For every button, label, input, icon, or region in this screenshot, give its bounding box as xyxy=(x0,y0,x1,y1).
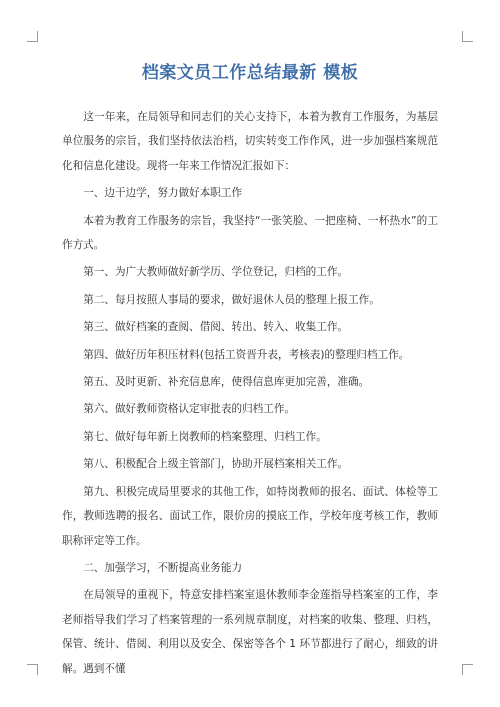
crop-mark-bottom-right xyxy=(462,664,473,675)
paragraph-intro: 这一年来，在局领导和同志们的关心支持下，本着为教育工作服务，为基层单位服务的宗旨，我们坚持依法治档，切实转变工作作风，进一步加强档案规范化和信息化建设。现将一年来工作情况汇报如下： xyxy=(62,111,438,172)
crop-mark-bottom-left xyxy=(27,664,38,675)
section-heading-2: 二、加强学习，不断提高业务能力 xyxy=(83,561,243,574)
list-item: 第五、及时更新、补充信息库，使得信息库更加完善，准确。 xyxy=(83,376,370,389)
list-item: 第一、为广大教师做好新学历、学位登记，归档的工作。 xyxy=(83,266,349,279)
document-body xyxy=(62,105,438,684)
paragraph: 在局领导的重视下，特意安排档案室退休教师李金莲指导档案室的工作，李老师指导我们学习了档案管理的一系列规章制度，对档案的收集、整理、归档，保管、统计、借阅、利用以及安全、保密等各个 1 环节都进行了耐心，细致的讲解。遇到不懂 xyxy=(62,589,438,675)
list-item: 第三、做好档案的查阅、借阅、转出、转入、收集工作。 xyxy=(83,321,349,334)
list-item: 第九、积极完成局里要求的其他工作，如特岗教师的报名、面试、体检等工作，教师选聘的报名、面试工作，限价房的摸底工作，学校年度考核工作，教师职称评定等工作。 xyxy=(62,485,438,547)
list-item: 第四、做好历年积压材料(包括工资晋升表，考核表)的整理归档工作。 xyxy=(83,348,410,361)
document-title: 档案文员工作总结最新 模板 xyxy=(141,63,359,83)
list-item: 第六、做好教师资格认定审批表的归档工作。 xyxy=(83,403,296,416)
list-item: 第二、每月按照人事局的要求，做好退休人员的整理上报工作。 xyxy=(83,293,380,306)
paragraph: 本着为教育工作服务的宗旨，我坚持“一张笑脸、一把座椅、一杯热水”的工作方式。 xyxy=(62,214,438,252)
section-heading-1: 一、边干边学，努力做好本职工作 xyxy=(83,187,243,200)
list-item: 第八、积极配合上级主管部门，协助开展档案相关工作。 xyxy=(83,458,349,471)
crop-mark-top-left xyxy=(27,31,38,42)
list-item: 第七、做好每年新上岗教师的档案整理、归档工作。 xyxy=(83,430,327,443)
crop-mark-top-right xyxy=(462,31,473,42)
